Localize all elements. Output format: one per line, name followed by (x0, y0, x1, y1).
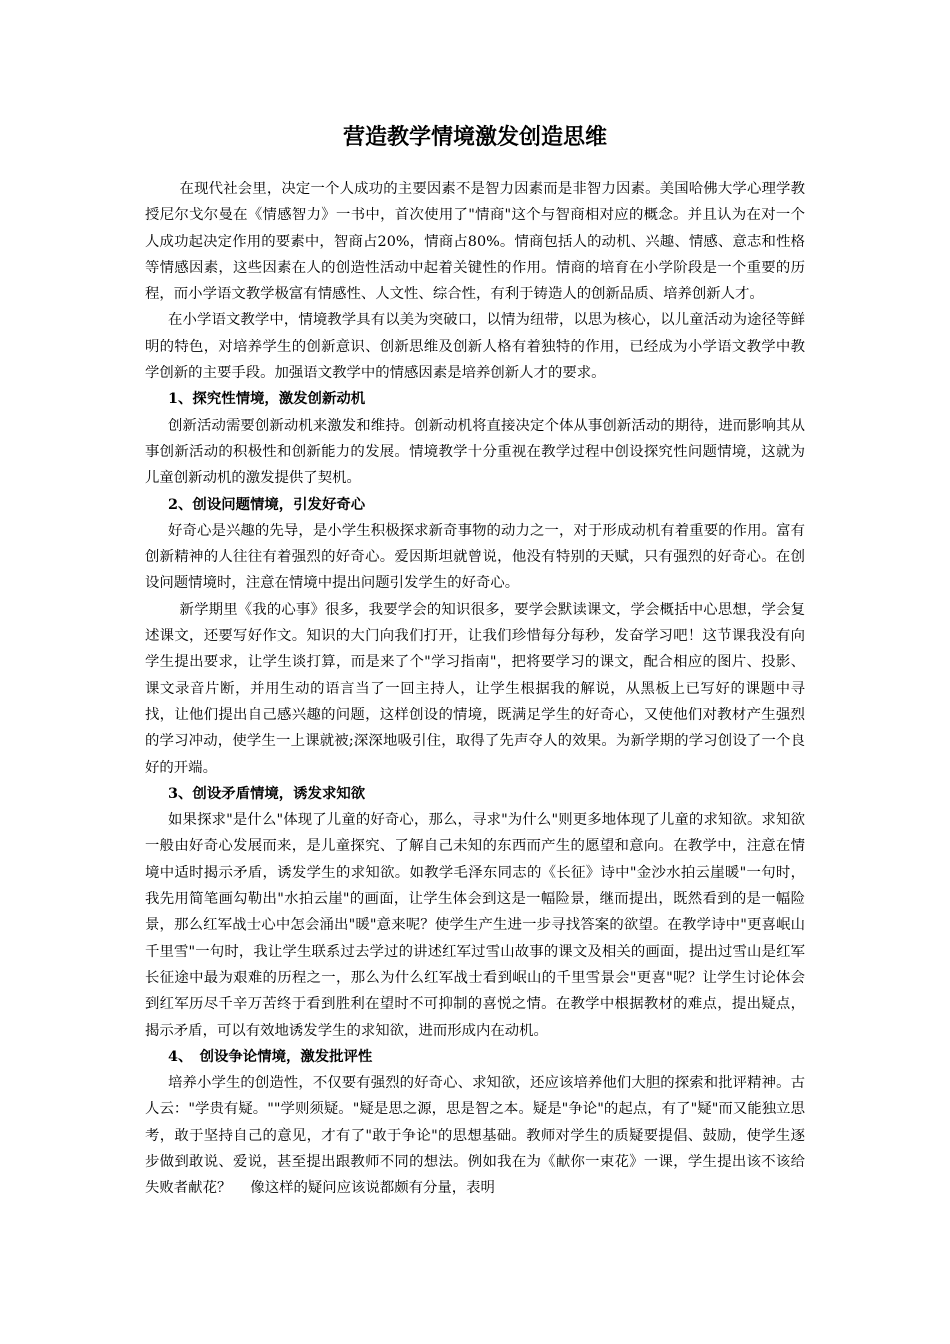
paragraph-situational-teaching: 在小学语文教学中，情境教学具有以美为突破口，以情为纽带，以思为核心，以儿童活动为途径等鲜明的特色，对培养学生的创新意识、创新思维及创新人格有着独特的作用，已经成为小学语文教学中教学创新的主要手段。加强语文教学中的情感因素是培养创新人才的要求。 (145, 312, 805, 382)
section-heading-1: 1、探究性情境，激发创新动机 (168, 390, 366, 408)
section-heading-2: 2、创设问题情境，引发好奇心 (168, 495, 366, 513)
section-heading-3: 3、创设矛盾情境，诱发求知欲 (168, 784, 366, 802)
paragraph-intro: 在现代社会里，决定一个人成功的主要因素不是智力因素而是非智力因素。美国哈佛大学心理学教授尼尔戈尔曼在《情感智力》一书中，首次使用了"情商"这个与智商相对应的概念。并且认为在对一个人成功起决定作用的要素中，智商占20%，情商占80%。情商包括人的动机、兴趣、情感、意志和性格等情感因素，这些因素在人的创造性活动中起着关键性的作用。情商的培育在小学阶段是一个重要的历程，而小学语文教学极富有情感性、人文性、综合性，有利于铸造人的创新品质、培养创新人才。 (145, 181, 805, 303)
paragraph-section-1: 创新活动需要创新动机来激发和维持。创新动机将直接决定个体从事创新活动的期待，进而影响其从事创新活动的积极性和创新能力的发展。情境教学十分重视在教学过程中创设探究性问题情境，这就为儿童创新动机的激发提供了契机。 (145, 417, 805, 487)
section-heading-4: 4、 创设争论情境，激发批评性 (168, 1047, 373, 1065)
paragraph-section-4: 培养小学生的创造性，不仅要有强烈的好奇心、求知欲，还应该培养他们大胆的探索和批评精神。古人云："学贵有疑。""学则须疑。"疑是思之源，思是智之本。疑是"争论"的起点，有了"疑"而又能独立思考，敢于坚持自己的意见，才有了"敢于争论"的思想基础。教师对学生的质疑要提倡、鼓励，使学生逐步做到敢说、爱说，甚至提出跟教师不同的想法。例如我在为《献你一束花》一课，学生提出该不该给失败者献花？ 像这样的疑问应该说都颇有分量，表明 (145, 1075, 805, 1197)
document-body (145, 176, 805, 1202)
document-title: 营造教学情境激发创造思维 (342, 124, 607, 150)
paragraph-section-2a: 好奇心是兴趣的先导，是小学生积极探求新奇事物的动力之一，对于形成动机有着重要的作用。富有创新精神的人往往有着强烈的好奇心。爱因斯坦就曾说，他没有特别的天赋，只有强烈的好奇心。在创设问题情境时，注意在情境中提出问题引发学生的好奇心。 (145, 522, 805, 592)
paragraph-section-2b: 新学期里《我的心事》很多，我要学会的知识很多，要学会默读课文，学会概括中心思想，学会复述课文，还要写好作文。知识的大门向我们打开，让我们珍惜每分每秒，发奋学习吧！这节课我没有向学生提出要求，让学生谈打算，而是来了个"学习指南"，把将要学习的课文，配合相应的图片、投影、课文录音片断，并用生动的语言当了一回主持人，让学生根据我的解说，从黑板上已写好的课题中寻找，让他们提出自己感兴趣的问题，这样创设的情境，既满足学生的好奇心，又使他们对教材产生强烈的学习冲动，使学生一上课就被;深深地吸引住，取得了先声夺人的效果。为新学期的学习创设了一个良好的开端。 (145, 601, 805, 776)
paragraph-section-3: 如果探求"是什么"体现了儿童的好奇心，那么，寻求"为什么"则更多地体现了儿童的求知欲。求知欲一般由好奇心发展而来，是儿童探究、了解自己未知的东西而产生的愿望和意向。在教学中，注意在情境中适时揭示矛盾，诱发学生的求知欲。如教学毛泽东同志的《长征》诗中"金沙水拍云崖暖"一句时，我先用简笔画勾勒出"水拍云崖"的画面，让学生体会到这是一幅险景，继而提出，既然看到的是一幅险景，那么红军战士心中怎会涌出"暖"意来呢？使学生产生进一步寻找答案的欲望。在教学诗中"更喜岷山千里雪"一句时，我让学生联系过去学过的讲述红军过雪山故事的课文及相关的画面，提出过雪山是红军长征途中最为艰难的历程之一，那么为什么红军战士看到岷山的千里雪景会"更喜"呢？让学生讨论体会到红军历尽千辛万苦终于看到胜利在望时不可抑制的喜悦之情。在教学中根据教材的难点，提出疑点，揭示矛盾，可以有效地诱发学生的求知欲，进而形成内在动机。 (145, 812, 805, 1039)
